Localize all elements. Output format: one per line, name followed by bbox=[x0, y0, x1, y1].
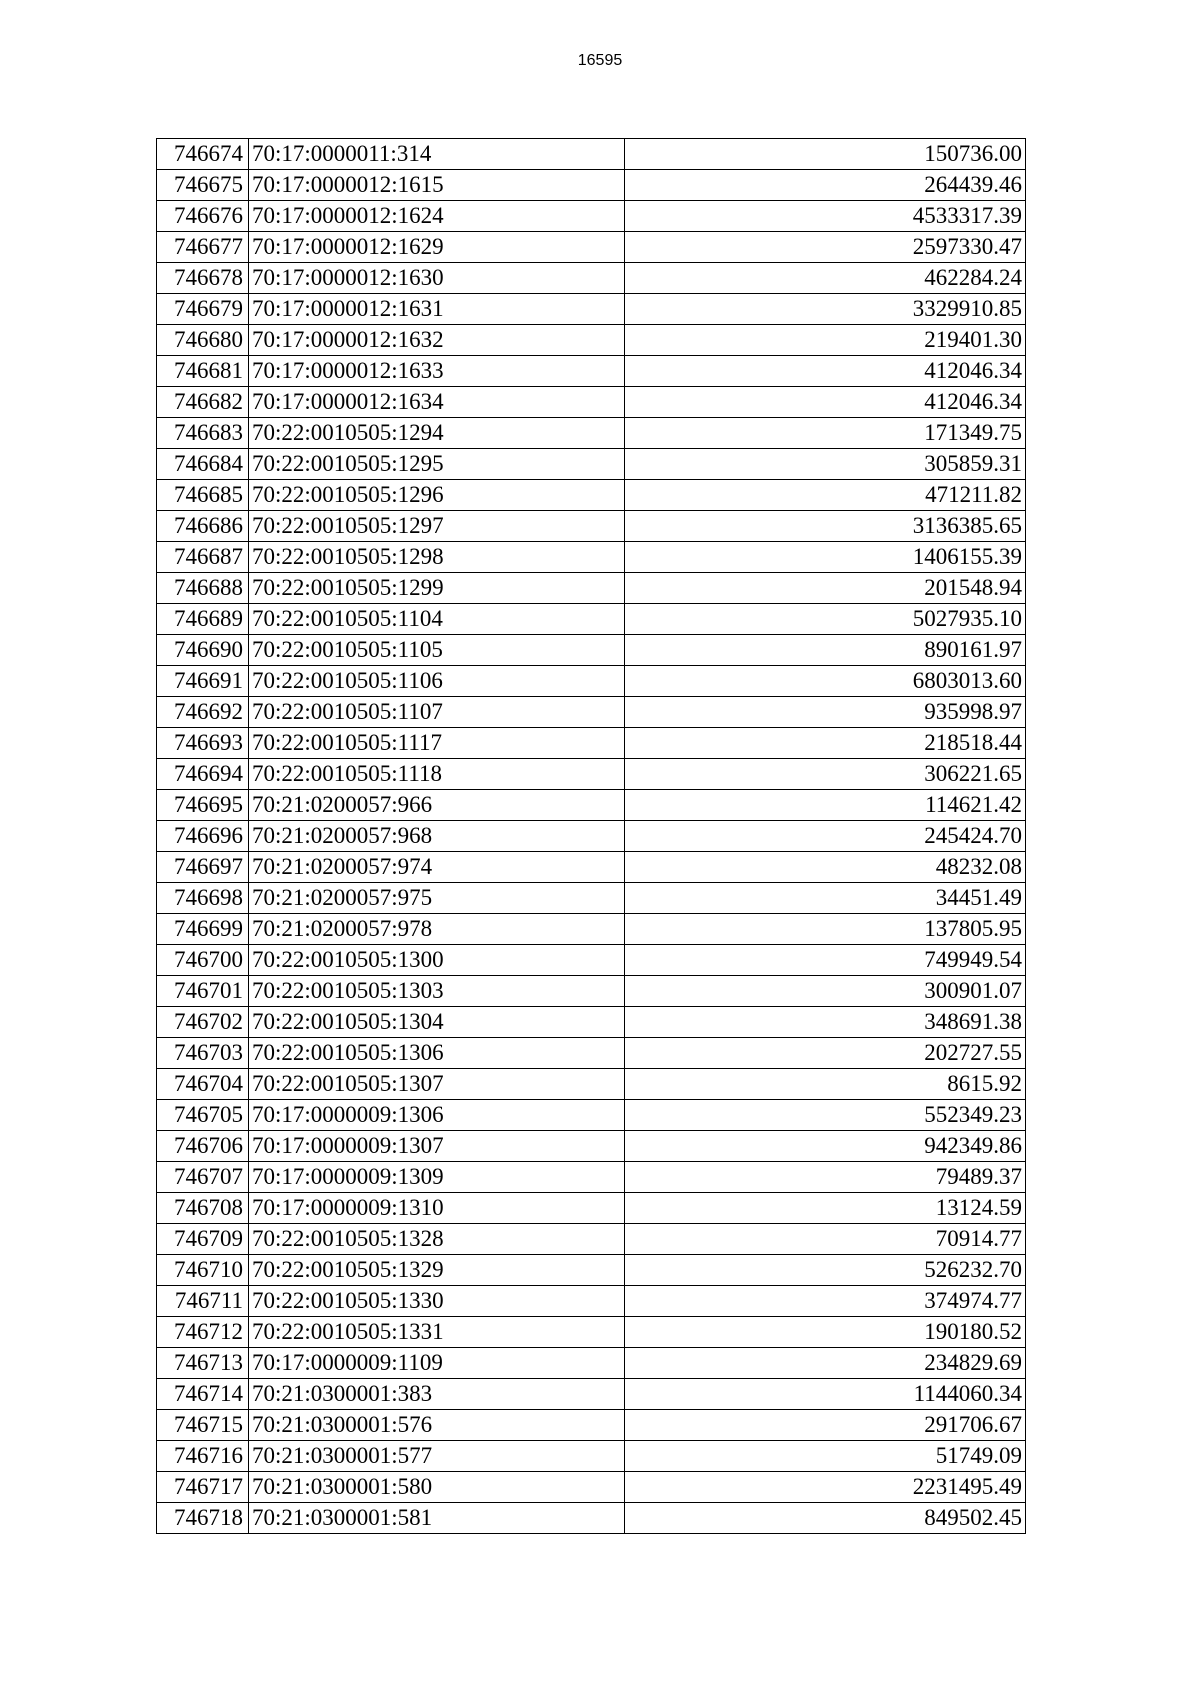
table-row bbox=[157, 263, 1026, 294]
table-row bbox=[157, 387, 1026, 418]
cadastral-value-cell: 264439.46 bbox=[625, 170, 1026, 201]
cadastral-value-cell: 13124.59 bbox=[625, 1193, 1026, 1224]
table-row bbox=[157, 418, 1026, 449]
row-id-cell: 746704 bbox=[157, 1069, 249, 1100]
cadastral-number-cell: 70:22:0010505:1295 bbox=[249, 449, 625, 480]
table-row bbox=[157, 1131, 1026, 1162]
cadastral-number-cell: 70:22:0010505:1294 bbox=[249, 418, 625, 449]
cadastral-value-cell: 51749.09 bbox=[625, 1441, 1026, 1472]
table-row bbox=[157, 1162, 1026, 1193]
cadastral-number-cell: 70:21:0300001:577 bbox=[249, 1441, 625, 1472]
row-id-cell: 746686 bbox=[157, 511, 249, 542]
row-id-cell: 746714 bbox=[157, 1379, 249, 1410]
table-row bbox=[157, 790, 1026, 821]
row-id-cell: 746676 bbox=[157, 201, 249, 232]
row-id-cell: 746685 bbox=[157, 480, 249, 511]
table-row bbox=[157, 449, 1026, 480]
cadastral-number-cell: 70:22:0010505:1328 bbox=[249, 1224, 625, 1255]
cadastral-number-cell: 70:22:0010505:1296 bbox=[249, 480, 625, 511]
cadastral-number-cell: 70:21:0300001:576 bbox=[249, 1410, 625, 1441]
row-id-cell: 746679 bbox=[157, 294, 249, 325]
table-row bbox=[157, 1472, 1026, 1503]
cadastral-value-cell: 34451.49 bbox=[625, 883, 1026, 914]
cadastral-number-cell: 70:22:0010505:1104 bbox=[249, 604, 625, 635]
cadastral-number-cell: 70:17:0000009:1306 bbox=[249, 1100, 625, 1131]
cadastral-value-cell: 171349.75 bbox=[625, 418, 1026, 449]
cadastral-value-cell: 471211.82 bbox=[625, 480, 1026, 511]
cadastral-number-cell: 70:22:0010505:1105 bbox=[249, 635, 625, 666]
cadastral-number-cell: 70:22:0010505:1306 bbox=[249, 1038, 625, 1069]
cadastral-value-cell: 79489.37 bbox=[625, 1162, 1026, 1193]
cadastral-value-cell: 1406155.39 bbox=[625, 542, 1026, 573]
cadastral-number-cell: 70:22:0010505:1106 bbox=[249, 666, 625, 697]
cadastral-number-cell: 70:17:0000011:314 bbox=[249, 139, 625, 170]
row-id-cell: 746718 bbox=[157, 1503, 249, 1534]
table-row bbox=[157, 976, 1026, 1007]
row-id-cell: 746717 bbox=[157, 1472, 249, 1503]
cadastral-number-cell: 70:22:0010505:1298 bbox=[249, 542, 625, 573]
cadastral-number-cell: 70:22:0010505:1107 bbox=[249, 697, 625, 728]
row-id-cell: 746700 bbox=[157, 945, 249, 976]
cadastral-value-cell: 300901.07 bbox=[625, 976, 1026, 1007]
cadastral-number-cell: 70:22:0010505:1304 bbox=[249, 1007, 625, 1038]
page-number: 16595 bbox=[577, 52, 623, 69]
cadastral-number-cell: 70:21:0200057:966 bbox=[249, 790, 625, 821]
table-row bbox=[157, 666, 1026, 697]
cadastral-value-cell: 942349.86 bbox=[625, 1131, 1026, 1162]
cadastral-number-cell: 70:21:0200057:975 bbox=[249, 883, 625, 914]
row-id-cell: 746711 bbox=[157, 1286, 249, 1317]
cadastral-value-cell: 374974.77 bbox=[625, 1286, 1026, 1317]
table-row bbox=[157, 914, 1026, 945]
row-id-cell: 746674 bbox=[157, 139, 249, 170]
row-id-cell: 746706 bbox=[157, 1131, 249, 1162]
table-body bbox=[157, 139, 1026, 1534]
row-id-cell: 746703 bbox=[157, 1038, 249, 1069]
cadastral-value-cell: 849502.45 bbox=[625, 1503, 1026, 1534]
cadastral-value-cell: 412046.34 bbox=[625, 387, 1026, 418]
cadastral-number-cell: 70:22:0010505:1307 bbox=[249, 1069, 625, 1100]
cadastral-number-cell: 70:17:0000012:1624 bbox=[249, 201, 625, 232]
row-id-cell: 746680 bbox=[157, 325, 249, 356]
table-row bbox=[157, 697, 1026, 728]
cadastral-number-cell: 70:21:0200057:974 bbox=[249, 852, 625, 883]
cadastral-value-cell: 348691.38 bbox=[625, 1007, 1026, 1038]
cadastral-value-cell: 8615.92 bbox=[625, 1069, 1026, 1100]
cadastral-value-cell: 2597330.47 bbox=[625, 232, 1026, 263]
cadastral-value-cell: 291706.67 bbox=[625, 1410, 1026, 1441]
table-row bbox=[157, 1317, 1026, 1348]
table-row bbox=[157, 1193, 1026, 1224]
table-row bbox=[157, 635, 1026, 666]
cadastral-value-cell: 526232.70 bbox=[625, 1255, 1026, 1286]
row-id-cell: 746696 bbox=[157, 821, 249, 852]
cadastral-value-cell: 5027935.10 bbox=[625, 604, 1026, 635]
table-row bbox=[157, 852, 1026, 883]
cadastral-number-cell: 70:21:0200057:968 bbox=[249, 821, 625, 852]
table-row bbox=[157, 1348, 1026, 1379]
table-row bbox=[157, 1069, 1026, 1100]
cadastral-number-cell: 70:22:0010505:1297 bbox=[249, 511, 625, 542]
row-id-cell: 746678 bbox=[157, 263, 249, 294]
table-row bbox=[157, 1038, 1026, 1069]
cadastral-value-cell: 150736.00 bbox=[625, 139, 1026, 170]
table-row bbox=[157, 759, 1026, 790]
cadastral-number-cell: 70:21:0300001:580 bbox=[249, 1472, 625, 1503]
table-row bbox=[157, 821, 1026, 852]
row-id-cell: 746699 bbox=[157, 914, 249, 945]
table-row bbox=[157, 1007, 1026, 1038]
cadastral-value-cell: 462284.24 bbox=[625, 263, 1026, 294]
table-row bbox=[157, 1286, 1026, 1317]
cadastral-value-table bbox=[156, 138, 1026, 1534]
row-id-cell: 746675 bbox=[157, 170, 249, 201]
cadastral-value-cell: 4533317.39 bbox=[625, 201, 1026, 232]
cadastral-value-cell: 552349.23 bbox=[625, 1100, 1026, 1131]
cadastral-value-cell: 890161.97 bbox=[625, 635, 1026, 666]
row-id-cell: 746705 bbox=[157, 1100, 249, 1131]
cadastral-number-cell: 70:21:0300001:383 bbox=[249, 1379, 625, 1410]
cadastral-number-cell: 70:22:0010505:1299 bbox=[249, 573, 625, 604]
table-row bbox=[157, 139, 1026, 170]
table-row bbox=[157, 511, 1026, 542]
cadastral-value-cell: 749949.54 bbox=[625, 945, 1026, 976]
table-row bbox=[157, 542, 1026, 573]
cadastral-number-cell: 70:21:0200057:978 bbox=[249, 914, 625, 945]
cadastral-number-cell: 70:17:0000012:1615 bbox=[249, 170, 625, 201]
table-row bbox=[157, 201, 1026, 232]
cadastral-value-cell: 137805.95 bbox=[625, 914, 1026, 945]
row-id-cell: 746692 bbox=[157, 697, 249, 728]
cadastral-value-cell: 935998.97 bbox=[625, 697, 1026, 728]
cadastral-number-cell: 70:17:0000012:1634 bbox=[249, 387, 625, 418]
row-id-cell: 746710 bbox=[157, 1255, 249, 1286]
table-row bbox=[157, 170, 1026, 201]
cadastral-number-cell: 70:22:0010505:1118 bbox=[249, 759, 625, 790]
row-id-cell: 746690 bbox=[157, 635, 249, 666]
cadastral-number-cell: 70:22:0010505:1329 bbox=[249, 1255, 625, 1286]
cadastral-value-cell: 234829.69 bbox=[625, 1348, 1026, 1379]
cadastral-number-cell: 70:17:0000012:1631 bbox=[249, 294, 625, 325]
row-id-cell: 746698 bbox=[157, 883, 249, 914]
cadastral-number-cell: 70:17:0000012:1629 bbox=[249, 232, 625, 263]
cadastral-number-cell: 70:21:0300001:581 bbox=[249, 1503, 625, 1534]
cadastral-value-cell: 3136385.65 bbox=[625, 511, 1026, 542]
row-id-cell: 746707 bbox=[157, 1162, 249, 1193]
row-id-cell: 746688 bbox=[157, 573, 249, 604]
row-id-cell: 746689 bbox=[157, 604, 249, 635]
row-id-cell: 746715 bbox=[157, 1410, 249, 1441]
cadastral-number-cell: 70:17:0000009:1309 bbox=[249, 1162, 625, 1193]
table-row bbox=[157, 1441, 1026, 1472]
table-row bbox=[157, 573, 1026, 604]
row-id-cell: 746694 bbox=[157, 759, 249, 790]
row-id-cell: 746682 bbox=[157, 387, 249, 418]
table-row bbox=[157, 728, 1026, 759]
table-row bbox=[157, 1379, 1026, 1410]
table-row bbox=[157, 1100, 1026, 1131]
row-id-cell: 746683 bbox=[157, 418, 249, 449]
table-row bbox=[157, 325, 1026, 356]
cadastral-number-cell: 70:22:0010505:1117 bbox=[249, 728, 625, 759]
cadastral-number-cell: 70:17:0000012:1630 bbox=[249, 263, 625, 294]
cadastral-value-cell: 190180.52 bbox=[625, 1317, 1026, 1348]
row-id-cell: 746708 bbox=[157, 1193, 249, 1224]
table-row bbox=[157, 232, 1026, 263]
table-row bbox=[157, 294, 1026, 325]
cadastral-number-cell: 70:17:0000009:1307 bbox=[249, 1131, 625, 1162]
cadastral-value-cell: 219401.30 bbox=[625, 325, 1026, 356]
row-id-cell: 746687 bbox=[157, 542, 249, 573]
cadastral-number-cell: 70:22:0010505:1303 bbox=[249, 976, 625, 1007]
cadastral-value-cell: 2231495.49 bbox=[625, 1472, 1026, 1503]
table-row bbox=[157, 480, 1026, 511]
cadastral-value-cell: 412046.34 bbox=[625, 356, 1026, 387]
table-row bbox=[157, 356, 1026, 387]
cadastral-value-cell: 70914.77 bbox=[625, 1224, 1026, 1255]
cadastral-value-cell: 201548.94 bbox=[625, 573, 1026, 604]
table-row bbox=[157, 945, 1026, 976]
cadastral-number-cell: 70:17:0000012:1633 bbox=[249, 356, 625, 387]
row-id-cell: 746677 bbox=[157, 232, 249, 263]
cadastral-number-cell: 70:22:0010505:1331 bbox=[249, 1317, 625, 1348]
cadastral-value-cell: 305859.31 bbox=[625, 449, 1026, 480]
cadastral-number-cell: 70:17:0000009:1310 bbox=[249, 1193, 625, 1224]
row-id-cell: 746681 bbox=[157, 356, 249, 387]
cadastral-value-cell: 48232.08 bbox=[625, 852, 1026, 883]
row-id-cell: 746716 bbox=[157, 1441, 249, 1472]
row-id-cell: 746712 bbox=[157, 1317, 249, 1348]
row-id-cell: 746684 bbox=[157, 449, 249, 480]
cadastral-value-cell: 3329910.85 bbox=[625, 294, 1026, 325]
row-id-cell: 746693 bbox=[157, 728, 249, 759]
cadastral-value-cell: 6803013.60 bbox=[625, 666, 1026, 697]
cadastral-number-cell: 70:17:0000009:1109 bbox=[249, 1348, 625, 1379]
row-id-cell: 746702 bbox=[157, 1007, 249, 1038]
cadastral-value-cell: 306221.65 bbox=[625, 759, 1026, 790]
cadastral-value-cell: 1144060.34 bbox=[625, 1379, 1026, 1410]
row-id-cell: 746691 bbox=[157, 666, 249, 697]
row-id-cell: 746713 bbox=[157, 1348, 249, 1379]
row-id-cell: 746697 bbox=[157, 852, 249, 883]
table-row bbox=[157, 1255, 1026, 1286]
table-row bbox=[157, 883, 1026, 914]
table-row bbox=[157, 604, 1026, 635]
cadastral-number-cell: 70:17:0000012:1632 bbox=[249, 325, 625, 356]
cadastral-value-cell: 245424.70 bbox=[625, 821, 1026, 852]
table-row bbox=[157, 1410, 1026, 1441]
cadastral-value-cell: 114621.42 bbox=[625, 790, 1026, 821]
cadastral-number-cell: 70:22:0010505:1330 bbox=[249, 1286, 625, 1317]
row-id-cell: 746695 bbox=[157, 790, 249, 821]
table-row bbox=[157, 1224, 1026, 1255]
cadastral-value-cell: 202727.55 bbox=[625, 1038, 1026, 1069]
cadastral-number-cell: 70:22:0010505:1300 bbox=[249, 945, 625, 976]
row-id-cell: 746709 bbox=[157, 1224, 249, 1255]
table-row bbox=[157, 1503, 1026, 1534]
cadastral-value-cell: 218518.44 bbox=[625, 728, 1026, 759]
row-id-cell: 746701 bbox=[157, 976, 249, 1007]
